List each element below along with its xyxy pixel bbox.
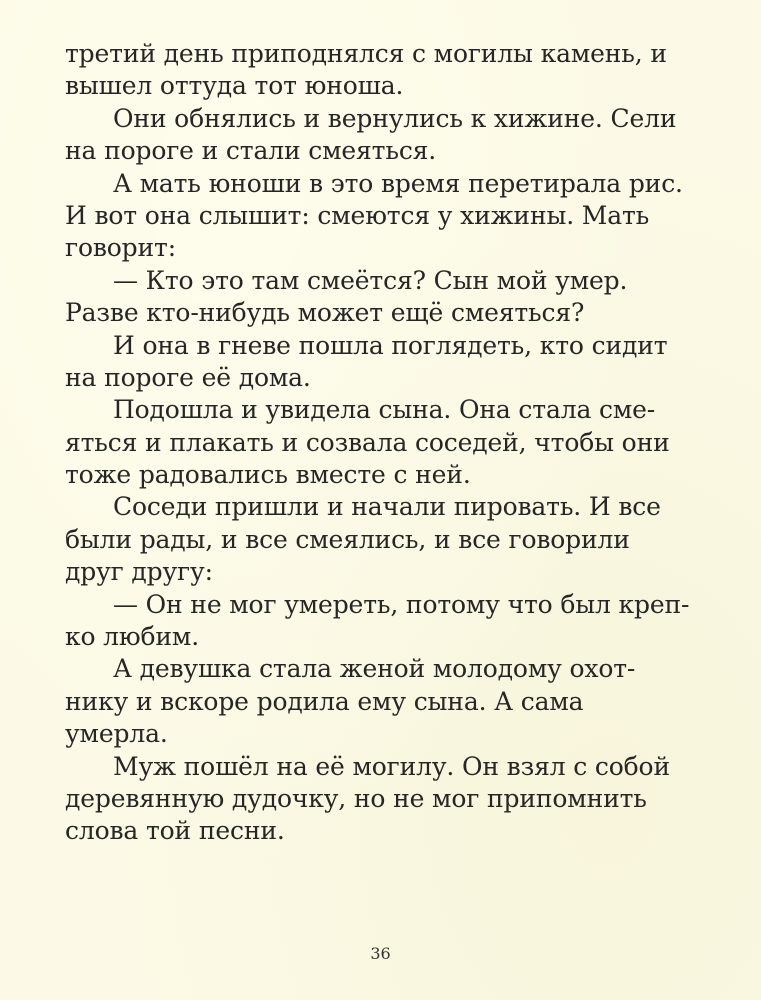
text-line: яться и плакать и созвала соседей, чтобы они bbox=[65, 427, 670, 457]
paragraph bbox=[65, 491, 736, 588]
text-line: А мать юноши в это время перетирала рис. bbox=[113, 168, 683, 198]
text-line: А девушка стала женой молодому охот- bbox=[113, 654, 636, 684]
text-line: — Он не мог умереть, потому что был креп- bbox=[113, 589, 690, 619]
text-line: Соседи пришли и начали пировать. И все bbox=[113, 492, 661, 522]
text-line: умерла. bbox=[65, 719, 168, 749]
text-line: вышел оттуда тот юноша. bbox=[65, 71, 404, 101]
text-line: третий день приподнялся с могилы камень, и bbox=[65, 39, 667, 68]
text-line: И она в гневе пошла поглядеть, кто сидит bbox=[113, 330, 668, 360]
text-line: на пороге её дома. bbox=[65, 362, 311, 392]
paragraph bbox=[65, 653, 736, 750]
text-line: — Кто это там смеётся? Сын мой умер. bbox=[113, 265, 628, 295]
text-line: на пороге и стали смеяться. bbox=[65, 136, 437, 166]
paragraph bbox=[65, 394, 736, 491]
text-line: Разве кто-нибудь может ещё смеяться? bbox=[65, 298, 585, 328]
text-line: ко любим. bbox=[65, 622, 200, 652]
text-line: нику и вскоре родила ему сына. А сама bbox=[65, 686, 584, 716]
text-line: Подошла и увидела сына. Она стала сме- bbox=[113, 395, 656, 425]
text-line: были рады, и все смеялись, и все говорили bbox=[65, 524, 630, 554]
text-line: И вот она слышит: смеются у хижины. Мать bbox=[65, 200, 650, 230]
text-line: говорит: bbox=[65, 233, 176, 263]
paragraph bbox=[65, 38, 736, 103]
paragraph bbox=[65, 751, 736, 848]
paragraph bbox=[65, 330, 736, 395]
text-line: Они обнялись и вернулись к хижине. Сели bbox=[113, 103, 677, 133]
paragraph bbox=[65, 103, 736, 168]
page-number: 36 bbox=[370, 944, 391, 963]
text-line: тоже радовались вместе с ней. bbox=[65, 460, 471, 490]
paragraph bbox=[65, 168, 736, 265]
text-line: слова той песни. bbox=[65, 816, 285, 846]
text-column bbox=[65, 38, 736, 848]
text-line: друг другу: bbox=[65, 557, 213, 587]
text-line: Муж пошёл на её могилу. Он взял с собой bbox=[113, 751, 670, 781]
paragraph bbox=[65, 265, 736, 330]
paragraph bbox=[65, 589, 736, 654]
text-line: деревянную дудочку, но не мог припомнить bbox=[65, 783, 647, 813]
